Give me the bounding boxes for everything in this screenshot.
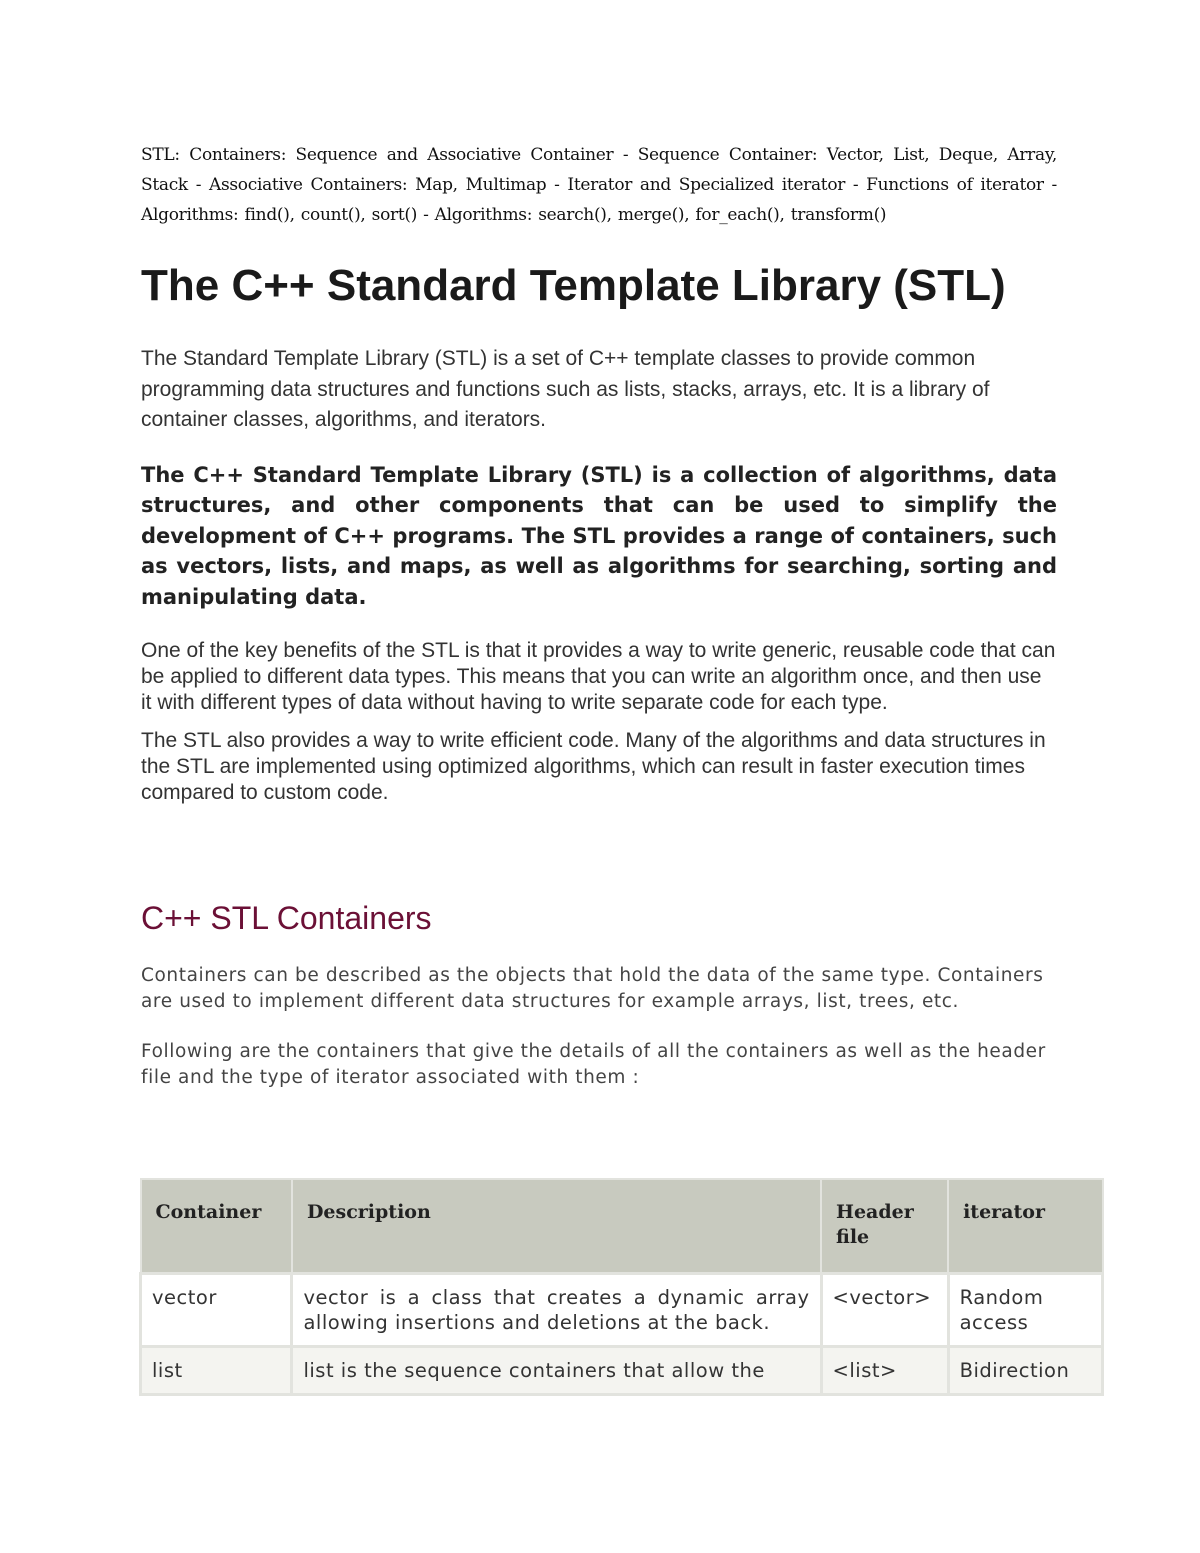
cell-container: vector — [141, 1274, 292, 1347]
table-row — [141, 1274, 1103, 1347]
header-header-file: Header file — [821, 1179, 948, 1274]
header-iterator: iterator — [948, 1179, 1102, 1274]
containers-intro-paragraph: Containers can be described as the objects that hold the data of the same type. Containers are used to implement different data structures for example arrays, list, trees, etc. — [141, 965, 1044, 1012]
bold-summary-paragraph: The C++ Standard Template Library (STL) is a collection of algorithms, data structures, and other components that can be used to simplify the development of C++ programs. The STL provides a range of containers, such as vectors, lists, and maps, as well as algorithms for searching, sorting and manipulating data. — [141, 462, 1057, 609]
containers-table — [139, 1178, 1104, 1396]
table-header-row — [141, 1179, 1103, 1274]
section-title: C++ STL Containers — [141, 900, 432, 936]
cell-description: list is the sequence containers that allow the — [292, 1347, 821, 1395]
intro-paragraph: The Standard Template Library (STL) is a set of C++ template classes to provide common programming data structures and functions such as lists, stacks, arrays, etc. It is a library of container classes, algorithms, and iterators. — [141, 347, 990, 431]
document-page — [141, 140, 1057, 1090]
header-container: Container — [141, 1179, 292, 1274]
efficiency-paragraph: The STL also provides a way to write efficient code. Many of the algorithms and data structures in the STL are implemented using optimized algorithms, which can result in faster execution times compared to custom code. — [141, 729, 1046, 804]
containers-following-paragraph: Following are the containers that give the details of all the containers as well as the header file and the type of iterator associated with them : — [141, 1041, 1046, 1088]
page-title: The C++ Standard Template Library (STL) — [141, 261, 1006, 310]
cell-description: vector is a class that creates a dynamic array allowing insertions and deletions at the back. — [292, 1274, 821, 1347]
topics-line: STL: Containers: Sequence and Associative Container - Sequence Container: Vector, List, Deque, Array, Stack - Associative Containers: Map, Multimap - Iterator and Specialized iterator - Functions of iterator - Algorithms: find(), count(), sort() - Algorithms: search(), merge(), for_each(), transform() — [141, 145, 1057, 225]
cell-header-file: <vector> — [821, 1274, 948, 1347]
benefits-paragraph: One of the key benefits of the STL is that it provides a way to write generic, reusable code that can be applied to different data types. This means that you can write an algorithm once, and then use it with different types of data without having to write separate code for each type. — [141, 639, 1056, 714]
cell-iterator: Random access — [948, 1274, 1102, 1347]
cell-container: list — [141, 1347, 292, 1395]
header-description: Description — [292, 1179, 821, 1274]
table-row — [141, 1347, 1103, 1395]
cell-header-file: <list> — [821, 1347, 948, 1395]
cell-iterator: Bidirection — [948, 1347, 1102, 1395]
